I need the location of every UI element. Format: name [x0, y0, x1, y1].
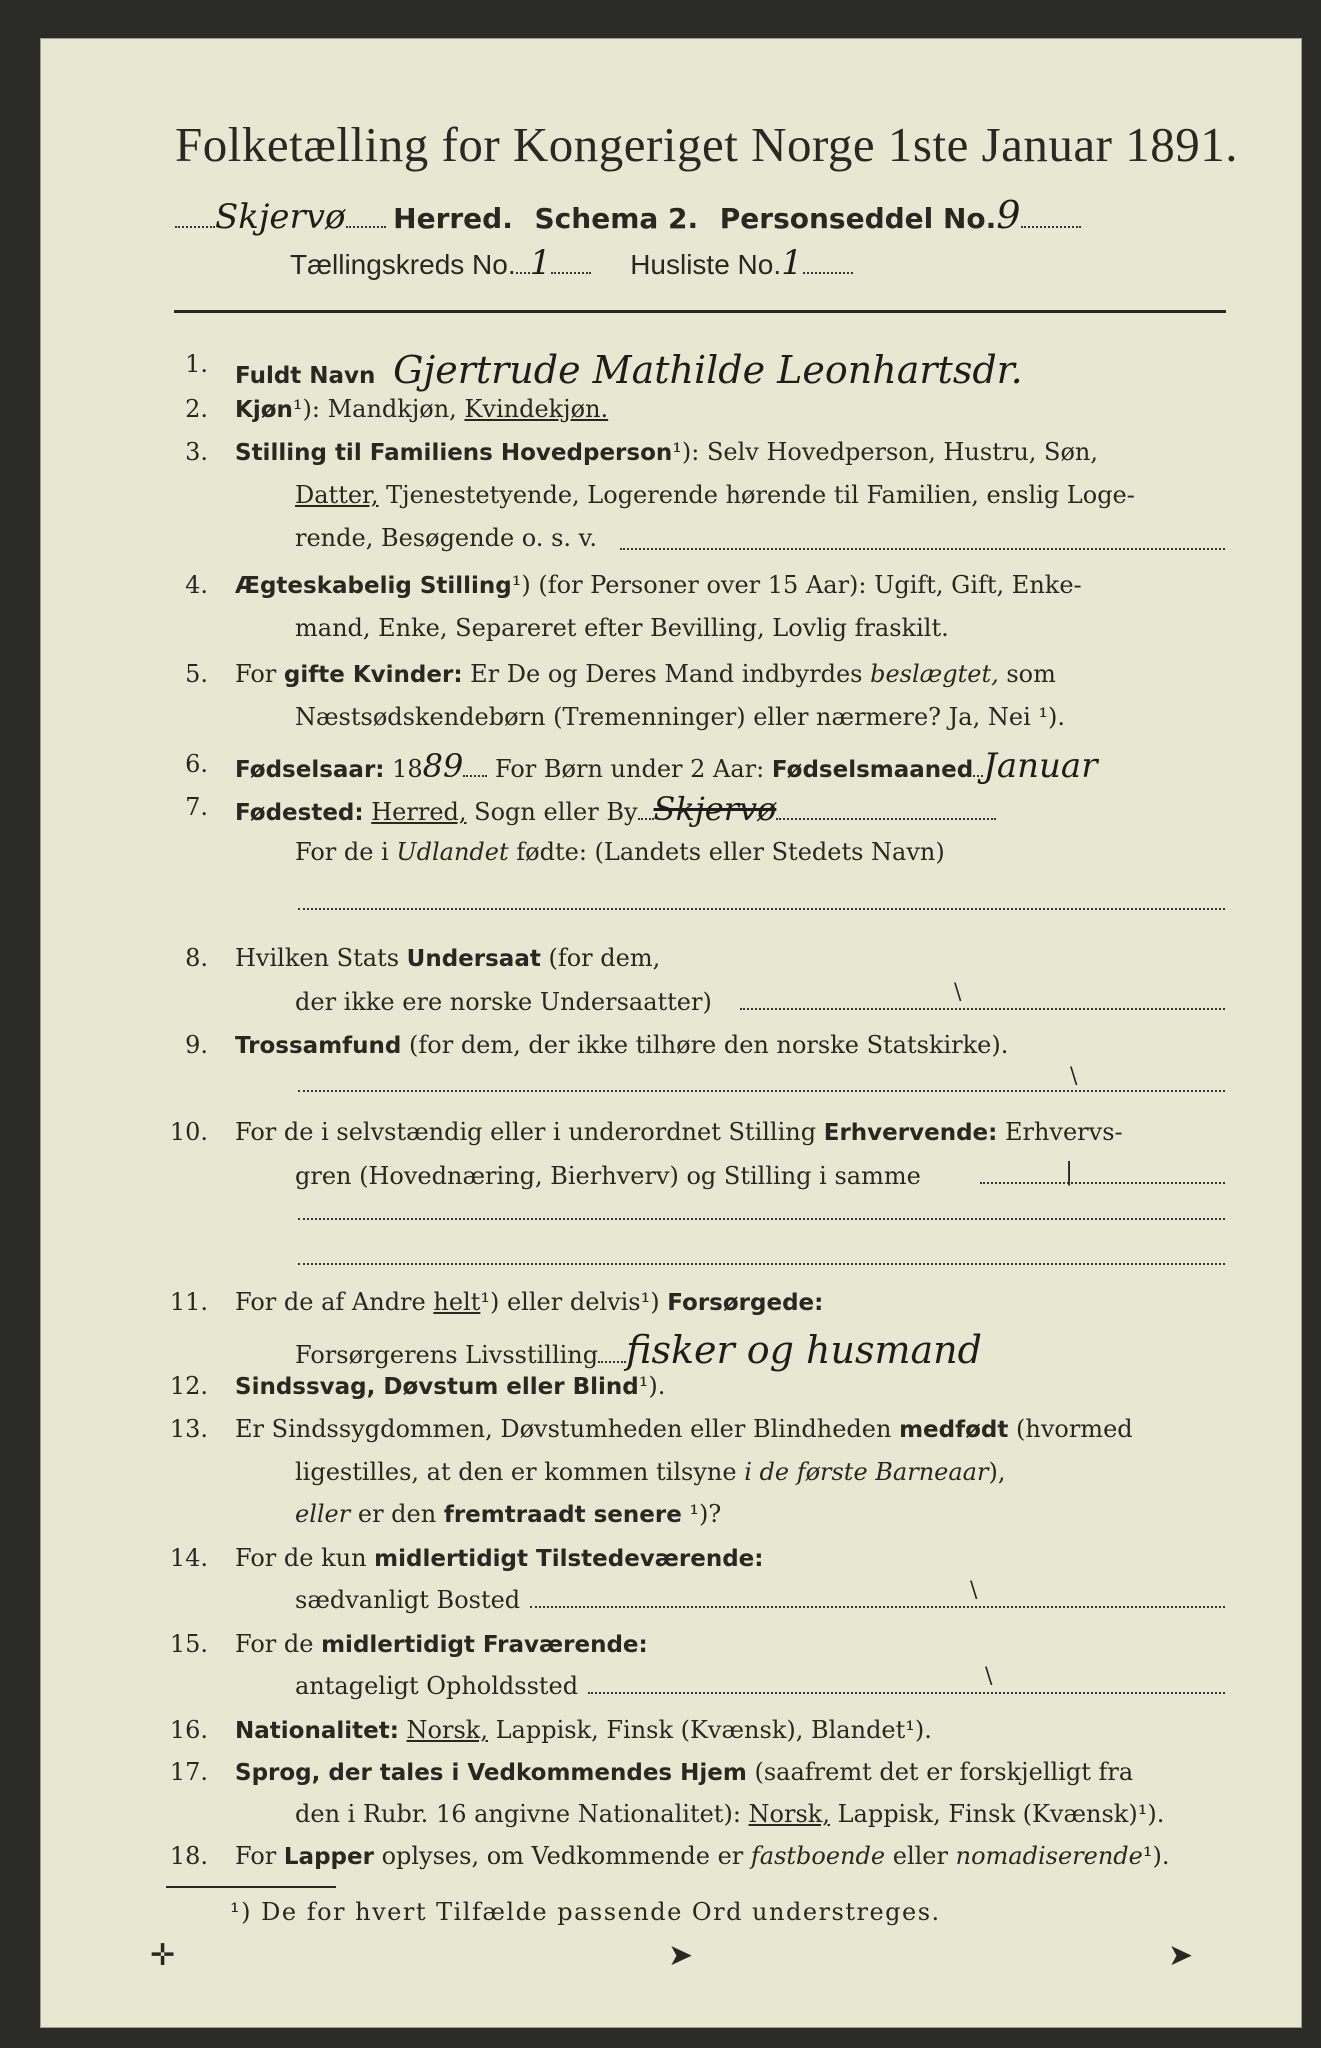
q18-text1b: eller	[885, 1842, 956, 1870]
q18-pre: For	[235, 1842, 284, 1870]
header-kreds-row	[290, 243, 853, 283]
q8-number: 8.	[185, 944, 208, 972]
q10-answer-line-2	[298, 1218, 1225, 1220]
q7-underlined: Herred,	[371, 798, 467, 826]
q13-label2: fremtraadt senere	[443, 1502, 682, 1528]
q14-label: midlertidigt Tilstedeværende:	[374, 1546, 764, 1572]
q13-text2b: ),	[988, 1458, 1006, 1486]
q8-text1a: Hvilken Stats	[235, 944, 407, 972]
q5-pre: For	[235, 660, 284, 688]
q12-label: Sindssvag, Døvstum eller Blind	[235, 1374, 639, 1400]
q3-line2	[295, 481, 1135, 509]
q3-number: 3.	[185, 438, 208, 466]
kreds-dots-left	[516, 254, 530, 274]
registration-mark-right: ➤	[1168, 1938, 1194, 1973]
q8-text2: der ikke ere norske Undersaatter)	[295, 988, 712, 1016]
q7-answer-line	[298, 908, 1225, 910]
kreds-dots-right	[551, 254, 591, 274]
q15-line2	[295, 1672, 578, 1700]
q5-text1b: som	[998, 660, 1056, 688]
q14-answer-line	[530, 1606, 1225, 1608]
q2-number: 2.	[185, 395, 208, 423]
q14-pre: For de kun	[235, 1544, 375, 1572]
q15-answer-mark: \	[985, 1664, 993, 1689]
q7-text: Sogn eller By	[466, 798, 638, 826]
q15-line1	[235, 1630, 648, 1658]
footnote-rule	[166, 1886, 336, 1888]
q2-text: ¹): Mandkjøn,	[292, 395, 465, 423]
q17-text2b: Lappisk, Finsk (Kvænsk)¹).	[829, 1800, 1165, 1828]
q8-answer-line	[740, 1008, 1225, 1010]
q13-italic2: eller	[295, 1500, 351, 1528]
q7-text2b: fødte: (Landets eller Stedets Navn)	[508, 838, 945, 866]
q13-text1a: Er Sindssygdommen, Døvstumheden eller Blindheden	[235, 1415, 900, 1443]
footnote: ¹) De for hvert Tilfælde passende Ord understreges.	[230, 1898, 941, 1926]
q2-underlined: Kvindekjøn.	[464, 395, 609, 423]
personseddel-dots	[1021, 208, 1081, 228]
q3-answer-line	[620, 548, 1225, 550]
q9-row	[235, 1031, 1008, 1059]
registration-mark-center: ➤	[668, 1938, 694, 1973]
q7-number: 7.	[185, 793, 208, 821]
q16-label: Nationalitet:	[235, 1718, 399, 1744]
q7-line2	[295, 838, 945, 866]
q4-label: Ægteskabelig Stilling	[235, 573, 512, 599]
q13-text1b: (hvormed	[1008, 1415, 1133, 1443]
q6-year-prefix: 18	[384, 755, 423, 783]
q10-answer-mark: |	[1065, 1158, 1074, 1186]
herred-dots-right	[346, 208, 386, 228]
q10-label: Erhvervende:	[823, 1120, 998, 1146]
q12-text: ¹).	[638, 1372, 666, 1400]
q11-dots	[598, 1343, 626, 1363]
q10-line2	[295, 1162, 921, 1190]
q8-label: Undersaat	[406, 946, 541, 972]
q18-italic2: nomadiserende	[955, 1842, 1143, 1870]
q5-text1a: Er De og Deres Mand indbyrdes	[462, 660, 871, 688]
q12-number: 12.	[169, 1372, 208, 1400]
q17-line2	[295, 1800, 1164, 1828]
q9-answer-mark: \	[1070, 1064, 1078, 1089]
q11-label: Forsørgede:	[667, 1290, 824, 1316]
husliste-value: 1	[781, 243, 803, 283]
q18-label: Lapper	[283, 1844, 374, 1870]
q6-year-dots	[463, 757, 487, 777]
q6-label2: Fødselsmaaned	[771, 757, 974, 783]
registration-mark-left: ✛	[150, 1938, 176, 1973]
personseddel-label: Personseddel No.	[719, 202, 997, 235]
q15-number: 15.	[169, 1630, 208, 1658]
q10-answer-line-1	[980, 1182, 1225, 1184]
q4-line1	[235, 571, 1082, 599]
q7-label: Fødested:	[235, 800, 364, 826]
q9-answer-line	[298, 1090, 1225, 1092]
q9-label: Trossamfund	[235, 1033, 402, 1059]
q10-text1b: Erhvervs-	[997, 1118, 1123, 1146]
q13-text3a: er den	[350, 1500, 444, 1528]
q10-answer-line-3	[298, 1263, 1225, 1265]
q16-number: 16.	[169, 1716, 208, 1744]
q15-answer-line	[588, 1692, 1225, 1694]
q4-line2	[295, 614, 949, 642]
q11-number: 11.	[169, 1288, 208, 1316]
q1-number: 1.	[185, 350, 208, 378]
q13-text3b: ¹)?	[681, 1500, 722, 1528]
q17-text2a: den i Rubr. 16 angivne Nationalitet):	[295, 1800, 749, 1828]
q17-underlined: Norsk,	[748, 1800, 830, 1828]
q11-text1b: ¹) eller delvis¹)	[480, 1288, 668, 1316]
header-rule	[174, 310, 1226, 313]
q13-line2	[295, 1458, 1005, 1486]
q4-text2: mand, Enke, Separeret efter Bevilling, Lovlig fraskilt.	[295, 614, 949, 642]
q14-answer-mark: \	[970, 1578, 978, 1603]
herred-label: Herred.	[393, 202, 513, 235]
q17-number: 17.	[169, 1758, 208, 1786]
q4-text1: ¹) (for Personer over 15 Aar): Ugift, Gift, Enke-	[511, 571, 1082, 599]
q10-text2: gren (Hovednæring, Bierhverv) og Stilling i samme	[295, 1162, 921, 1190]
q11-line1	[235, 1288, 823, 1316]
q6-label: Fødselsaar:	[235, 757, 385, 783]
q8-line1	[235, 944, 660, 972]
q3-text3: rende, Besøgende o. s. v.	[295, 524, 597, 552]
q11-text1a: For de af Andre	[235, 1288, 434, 1316]
q16-row	[235, 1716, 932, 1744]
q6-year-value: 89	[422, 747, 464, 785]
q15-text2: antageligt Opholdssted	[295, 1672, 579, 1700]
q5-label: gifte Kvinder:	[283, 662, 463, 688]
q14-number: 14.	[169, 1544, 208, 1572]
q14-line2	[295, 1586, 520, 1614]
q5-text2: Næstsødskendebørn (Tremenninger) eller nærmere? Ja, Nei ¹).	[295, 703, 1065, 731]
q8-answer-mark: \	[954, 980, 962, 1005]
kreds-value: 1	[529, 243, 552, 283]
q6-month-dots	[973, 757, 983, 777]
schema-label: Schema 2.	[534, 202, 699, 235]
q17-label: Sprog, der tales i Vedkommendes Hjem	[235, 1760, 747, 1786]
q3-line1	[235, 438, 1098, 466]
q3-label: Stilling til Familiens Hovedperson	[235, 440, 673, 466]
q13-text2a: ligestilles, at den er kommen tilsyne	[295, 1458, 745, 1486]
q1-label: Fuldt Navn	[235, 363, 376, 389]
q18-number: 18.	[169, 1842, 208, 1870]
q14-text2: sædvanligt Bosted	[295, 1586, 521, 1614]
q18-row	[235, 1842, 1169, 1870]
husliste-label: Husliste No.	[630, 249, 782, 280]
q10-text1a: For de i selvstændig eller i underordnet Stilling	[235, 1118, 824, 1146]
q3-line3	[295, 524, 597, 552]
q18-text1a: oplyses, om Vedkommende er	[373, 1842, 751, 1870]
q5-number: 5.	[185, 660, 208, 688]
q11-value: fisker og husmand	[626, 1328, 982, 1372]
q7-text2a: For de i	[295, 838, 397, 866]
q15-label: midlertidigt Fraværende:	[321, 1632, 648, 1658]
q12-row	[235, 1372, 665, 1400]
q1-value: Gjertrude Mathilde Leonhartsdr.	[393, 348, 1023, 392]
q9-text: (for dem, der ikke tilhøre den norske Statskirke).	[401, 1031, 1009, 1059]
q7-value: Skjervø	[653, 790, 777, 828]
q15-pre: For de	[235, 1630, 322, 1658]
q7-line1	[235, 790, 996, 828]
q10-number: 10.	[169, 1118, 208, 1146]
q13-italic1: i de første Barneaar	[744, 1458, 989, 1486]
q10-line1	[235, 1118, 1123, 1146]
q11-underlined: helt	[433, 1288, 481, 1316]
q5-line1	[235, 660, 1056, 688]
header-herred-row	[175, 193, 1081, 237]
q16-underlined: Norsk,	[406, 1716, 488, 1744]
q13-label: medfødt	[899, 1417, 1009, 1443]
q5-italic: beslægtet,	[870, 660, 999, 688]
q3-underlined: Datter,	[295, 481, 379, 509]
q8-text1b: (for dem,	[540, 944, 661, 972]
q17-line1	[235, 1758, 1133, 1786]
herred-value: Skjervø	[215, 197, 346, 237]
q11-text2: Forsørgerens Livsstilling	[295, 1341, 599, 1369]
q4-number: 4.	[185, 571, 208, 599]
q11-line2	[295, 1328, 982, 1372]
q7-italic: Udlandet	[396, 838, 509, 866]
q1-row	[235, 348, 1023, 392]
census-form-sheet	[40, 38, 1302, 2028]
q6-row	[235, 746, 1097, 786]
q8-line2	[295, 988, 712, 1016]
q18-text1c: ¹).	[1142, 1842, 1170, 1870]
q7-dots-left	[638, 800, 654, 820]
q2-row	[235, 395, 608, 423]
personseddel-value: 9	[996, 193, 1021, 237]
form-title: Folketælling for Kongeriget Norge 1ste Januar 1891.	[175, 117, 1238, 172]
q6-text: For Børn under 2 Aar:	[487, 755, 772, 783]
q16-text: Lappisk, Finsk (Kvænsk), Blandet¹).	[487, 1716, 932, 1744]
q18-italic1: fastboende	[750, 1842, 886, 1870]
q6-number: 6.	[185, 750, 208, 778]
q13-line3	[295, 1500, 721, 1528]
q3-text2: Tjenestetyende, Logerende hørende til Familien, enslig Loge-	[378, 481, 1135, 509]
q13-number: 13.	[169, 1415, 208, 1443]
q7-dots-right	[776, 800, 996, 820]
q13-line1	[235, 1415, 1133, 1443]
q3-text1: ¹): Selv Hovedperson, Hustru, Søn,	[672, 438, 1099, 466]
q17-text1: (saafremt det er forskjelligt fra	[746, 1758, 1134, 1786]
herred-dots-left	[175, 208, 215, 228]
q6-month-value: Januar	[983, 746, 1098, 786]
husliste-dots	[803, 254, 853, 274]
q9-number: 9.	[185, 1031, 208, 1059]
q14-line1	[235, 1544, 763, 1572]
q2-label: Kjøn	[235, 397, 293, 423]
q5-line2	[295, 703, 1065, 731]
kreds-label: Tællingskreds No.	[290, 249, 516, 280]
